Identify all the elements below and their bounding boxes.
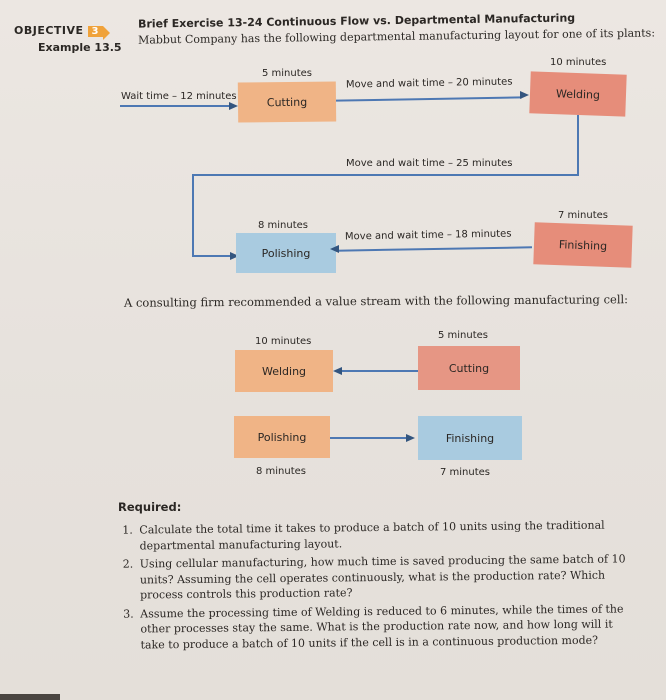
cell-finishing-time-label: 7 minutes <box>440 467 491 478</box>
cell-welding-time-label: 10 minutes <box>255 336 312 347</box>
move1-label: Move and wait time – 20 minutes <box>345 76 513 91</box>
example-label: Example 13.5 <box>38 41 122 54</box>
arrowhead <box>229 102 238 110</box>
list-item: 1. Calculate the total time it takes to produce a batch of 10 units using the traditional departmental manufacturing layout. <box>122 518 605 552</box>
move3-line <box>336 246 532 251</box>
list-item: 2. Using cellular manufacturing, how much time is saved producing the same batch of 10 units? Assuming the cell operates continuously, what is the production rate? Which process controls this production rate? <box>122 552 626 602</box>
arrowhead <box>330 245 339 253</box>
finishing-time-label: 7 minutes <box>558 210 609 221</box>
welding-time-label: 10 minutes <box>550 57 607 68</box>
polishing-box: Polishing <box>236 233 336 273</box>
finishing-box: Finishing <box>533 222 632 267</box>
connector-line <box>192 174 194 256</box>
move3-label: Move and wait time – 18 minutes <box>344 228 512 243</box>
arrowhead <box>520 91 529 99</box>
connector-line <box>577 115 579 175</box>
entry-line <box>120 105 230 107</box>
required-list <box>117 517 638 655</box>
consulting-text: A consulting firm recommended a value stream with the following manufacturing cell: <box>123 292 629 310</box>
cell-finishing-box: Finishing <box>418 416 522 460</box>
cell-cutting-time-label: 5 minutes <box>438 330 489 341</box>
entry-wait-label: Wait time – 12 minutes <box>121 91 237 102</box>
cell-flow-line <box>330 437 408 439</box>
cell-polishing-time-label: 8 minutes <box>256 466 307 477</box>
welding-box: Welding <box>529 71 626 116</box>
cell-cutting-box: Cutting <box>418 346 520 390</box>
exercise-intro: Mabbut Company has the following departmental manufacturing layout for one of its plants: <box>137 26 656 47</box>
objective-number-badge: 3 <box>88 26 103 37</box>
arrowhead <box>406 434 415 442</box>
polishing-time-label: 8 minutes <box>258 220 309 231</box>
cell-flow-line <box>340 370 418 372</box>
cutting-time-label: 5 minutes <box>262 68 313 79</box>
objective-label: OBJECTIVE 3 <box>14 24 103 37</box>
page-edge-strip <box>0 694 60 700</box>
move2-label: Move and wait time – 25 minutes <box>346 158 513 169</box>
cutting-box: Cutting <box>238 81 336 122</box>
cell-welding-box: Welding <box>235 350 333 392</box>
exercise-title: Brief Exercise 13-24 Continuous Flow vs. Departmental Manufacturing <box>137 11 576 31</box>
move1-line <box>336 96 522 101</box>
connector-line <box>192 255 232 257</box>
list-item: 3. Assume the processing time of Welding is reduced to 6 minutes, while the times of the other processes stay the same. What is the production rate now, and how long will it take to produce a batch of 10 units if the cell is in a continuous production mode? <box>123 601 624 651</box>
move2-line <box>192 174 579 176</box>
required-heading: Required: <box>118 500 182 514</box>
arrowhead <box>333 367 342 375</box>
cell-polishing-box: Polishing <box>234 416 330 458</box>
